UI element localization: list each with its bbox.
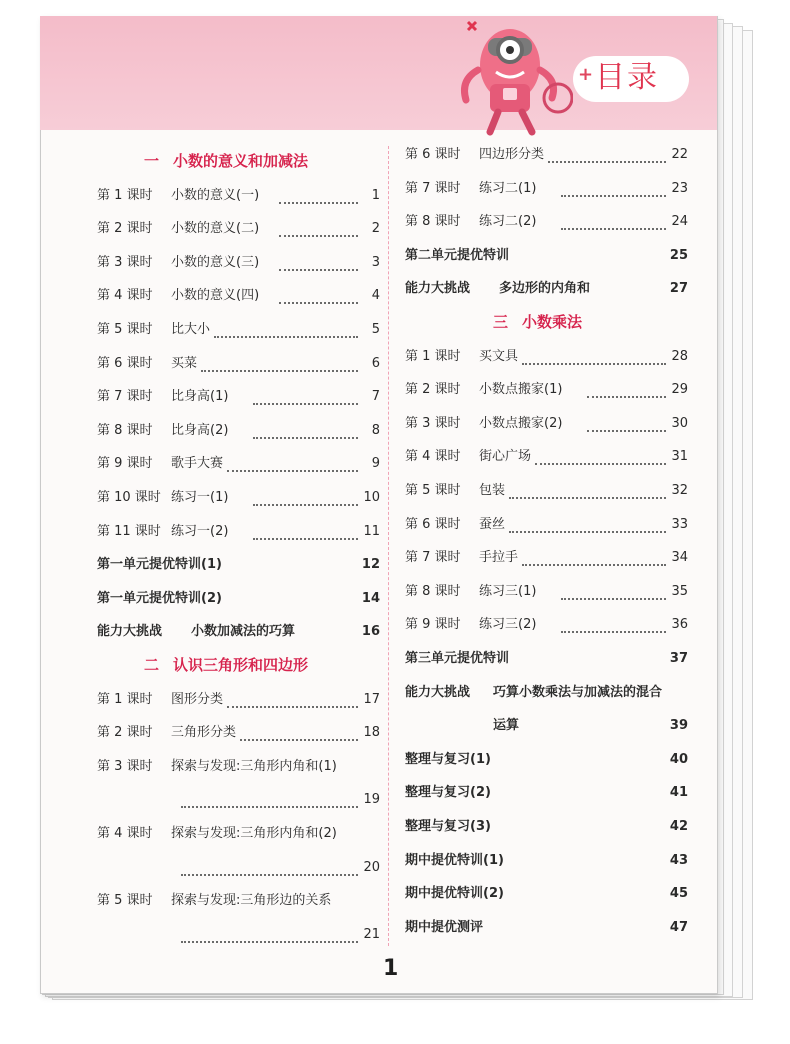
dot-leader — [279, 278, 358, 304]
entry-label: 第 10 课时 — [97, 490, 161, 505]
entry-page: 34 — [671, 550, 688, 566]
dot-leader — [181, 917, 358, 943]
entry-page: 27 — [669, 281, 688, 297]
toc-entry[interactable] — [97, 284, 380, 308]
entry-page: 40 — [669, 751, 688, 767]
toc-entry[interactable] — [405, 244, 688, 268]
entry-page: 1 — [371, 187, 380, 203]
entry-title: 买菜 — [171, 355, 198, 371]
page-number: 1 — [383, 956, 399, 981]
toc-entry[interactable] — [97, 587, 380, 611]
entry-label: 第 1 课时 — [97, 187, 153, 203]
unit-title: 小数乘法 — [522, 313, 583, 331]
entry-title: 买文具 — [479, 348, 519, 364]
unit-heading — [493, 309, 582, 335]
entry-title: 比大小 — [171, 322, 211, 337]
dot-leader — [522, 540, 666, 566]
entry-page: 11 — [363, 523, 380, 539]
entry-page: 12 — [361, 557, 380, 573]
entry-page: 6 — [371, 355, 380, 371]
dot-leader — [279, 211, 358, 237]
dot-leader — [509, 507, 666, 533]
toc-entry[interactable] — [97, 755, 380, 779]
entry-page: 18 — [363, 725, 380, 741]
entry-page: 21 — [363, 926, 380, 942]
toc-entry[interactable] — [405, 277, 688, 301]
toc-entry[interactable] — [405, 916, 688, 940]
entry-page: 42 — [669, 819, 688, 834]
entry-page: 8 — [371, 422, 380, 438]
unit-number: 三 — [493, 313, 509, 331]
dot-leader — [535, 439, 666, 465]
entry-title: 三角形分类 — [171, 725, 237, 741]
unit-heading — [144, 148, 308, 174]
dot-leader — [181, 850, 358, 876]
dot-leader — [214, 312, 358, 338]
entry-title: 包装 — [479, 483, 506, 498]
entry-title: 练习二(2) — [479, 214, 537, 230]
title-plus-icon: + — [578, 64, 594, 85]
entry-page: 14 — [361, 590, 380, 606]
toc-entry[interactable] — [97, 520, 380, 544]
entry-label: 期中提优特训(2) — [405, 886, 504, 902]
unit-number: 二 — [144, 656, 160, 674]
entry-page: 32 — [671, 483, 688, 498]
entry-page: 22 — [671, 147, 688, 162]
dot-leader — [279, 245, 358, 271]
dot-leader — [279, 178, 358, 204]
entry-title: 四边形分类 — [479, 147, 545, 162]
entry-title: 蚕丝 — [479, 516, 506, 532]
entry-label: 第 7 课时 — [405, 180, 461, 196]
entry-page: 20 — [363, 859, 380, 875]
entry-title-continued: 运算 — [493, 718, 520, 734]
dot-leader — [561, 607, 666, 633]
entry-page: 7 — [371, 389, 380, 405]
entry-page: 9 — [371, 456, 380, 472]
entry-title: 图形分类 — [171, 691, 224, 707]
entry-label: 第 8 课时 — [405, 214, 461, 230]
toc-entry[interactable] — [97, 419, 380, 443]
toc-entry[interactable] — [405, 143, 688, 167]
toc-entry[interactable] — [97, 486, 380, 510]
toc-entry[interactable] — [97, 452, 380, 476]
entry-label: 第 4 课时 — [405, 449, 461, 465]
entry-label: 第 3 课时 — [405, 415, 461, 431]
entry-title: 小数的意义(三) — [171, 254, 260, 270]
toc-entry[interactable] — [97, 352, 380, 376]
unit-title: 认识三角形和四边形 — [173, 656, 309, 674]
entry-title: 小数的意义(二) — [171, 221, 260, 237]
entry-page: 29 — [671, 382, 688, 398]
entry-page: 10 — [363, 490, 380, 505]
dot-leader — [522, 339, 666, 365]
entry-title: 练习三(2) — [479, 617, 537, 633]
entry-page: 5 — [371, 322, 380, 337]
toc-entry[interactable] — [405, 580, 688, 604]
toc-entry[interactable] — [97, 620, 380, 644]
page-title: 目录 — [595, 60, 659, 95]
entry-title: 小数点搬家(2) — [479, 415, 563, 431]
entry-page: 35 — [671, 583, 688, 599]
entry-title: 探索与发现:三角形内角和(2) — [171, 826, 337, 841]
toc-entry[interactable] — [405, 345, 688, 369]
entry-page: 47 — [669, 919, 688, 935]
entry-title: 小数的意义(四) — [171, 288, 260, 304]
entry-title: 多边形的内角和 — [499, 281, 591, 297]
entry-label: 第 9 课时 — [97, 456, 153, 472]
toc-entry[interactable] — [405, 378, 688, 402]
entry-label: 第 5 课时 — [97, 322, 153, 337]
toc-entry[interactable] — [405, 748, 688, 772]
unit-title: 小数的意义和加减法 — [173, 152, 309, 170]
entry-label: 第 1 课时 — [97, 691, 153, 707]
entry-label: 第 7 课时 — [405, 550, 461, 566]
toc-entry[interactable] — [405, 210, 688, 234]
entry-label: 第 6 课时 — [97, 355, 153, 371]
entry-label: 第 4 课时 — [97, 288, 153, 304]
entry-title: 街心广场 — [479, 449, 532, 465]
toc-entry[interactable] — [97, 385, 380, 409]
entry-title: 练习三(1) — [479, 583, 537, 599]
entry-label: 第 8 课时 — [405, 583, 461, 599]
entry-page: 43 — [669, 852, 688, 868]
entry-title: 小数点搬家(1) — [479, 382, 563, 398]
entry-label: 第三单元提优特训 — [405, 651, 510, 666]
entry-title: 巧算小数乘法与加减法的混合 — [493, 684, 663, 700]
entry-page: 45 — [669, 886, 688, 902]
entry-label: 第 1 课时 — [405, 348, 461, 364]
entry-page: 37 — [669, 651, 688, 666]
entry-label: 第 11 课时 — [97, 523, 161, 539]
toc-entry[interactable] — [405, 513, 688, 537]
entry-page: 2 — [371, 221, 380, 237]
toc-entry-continued[interactable] — [405, 714, 688, 738]
entry-page: 24 — [671, 214, 688, 230]
entry-label: 整理与复习(3) — [405, 819, 491, 834]
entry-page: 41 — [669, 785, 688, 801]
entry-title: 小数的意义(一) — [171, 187, 260, 203]
toc-entry-continued[interactable] — [97, 788, 380, 812]
entry-page: 17 — [363, 691, 380, 707]
entry-label: 第 6 课时 — [405, 147, 461, 162]
dot-leader — [509, 473, 666, 499]
entry-label: 第 8 课时 — [97, 422, 153, 438]
entry-label: 第 3 课时 — [97, 254, 153, 270]
entry-title: 手拉手 — [479, 550, 519, 566]
entry-title: 比身高(2) — [171, 422, 229, 438]
column-divider — [388, 146, 389, 946]
entry-title: 探索与发现:三角形边的关系 — [171, 893, 332, 909]
entry-label: 第 2 课时 — [97, 221, 153, 237]
unit-number: 一 — [144, 152, 160, 170]
entry-label: 第 7 课时 — [97, 389, 153, 405]
entry-title: 比身高(1) — [171, 389, 229, 405]
dot-leader — [587, 406, 666, 432]
entry-label: 第 5 课时 — [97, 893, 153, 909]
entry-page: 30 — [671, 415, 688, 431]
toc-entry[interactable] — [405, 613, 688, 637]
entry-title: 练习一(2) — [171, 523, 229, 539]
dot-leader — [253, 480, 358, 506]
toc-entry[interactable] — [97, 553, 380, 577]
dot-leader — [227, 682, 358, 708]
entry-label: 第 6 课时 — [405, 516, 461, 532]
entry-page: 33 — [671, 516, 688, 532]
entry-label: 第 2 课时 — [405, 382, 461, 398]
dot-leader — [201, 346, 358, 372]
toc-entry[interactable] — [405, 882, 688, 906]
toc-entry[interactable] — [405, 647, 688, 671]
toc-entry[interactable] — [97, 688, 380, 712]
toc-entry[interactable] — [97, 889, 380, 913]
entry-label: 能力大挑战 — [97, 624, 163, 640]
toc-entry[interactable] — [405, 412, 688, 436]
entry-label: 第 5 课时 — [405, 483, 461, 498]
entry-label: 第一单元提优特训(2) — [97, 590, 222, 606]
toc-entry[interactable] — [97, 318, 380, 342]
toc-entry[interactable] — [97, 217, 380, 241]
entry-page: 39 — [669, 718, 688, 734]
entry-title: 歌手大赛 — [171, 456, 224, 472]
dot-leader — [561, 171, 666, 197]
dot-leader — [561, 574, 666, 600]
dot-leader — [548, 137, 666, 163]
toc-entry[interactable] — [405, 815, 688, 839]
dot-leader — [227, 446, 358, 472]
toc-entry[interactable] — [97, 251, 380, 275]
toc-entry[interactable] — [405, 546, 688, 570]
entry-label: 第二单元提优特训 — [405, 247, 510, 263]
entry-page: 28 — [671, 348, 688, 364]
toc-entry[interactable] — [405, 479, 688, 503]
entry-label: 能力大挑战 — [405, 684, 471, 700]
dot-leader — [561, 204, 666, 230]
toc-entry[interactable] — [405, 681, 688, 705]
entry-label: 第 9 课时 — [405, 617, 461, 633]
dot-leader — [587, 372, 666, 398]
entry-page: 23 — [671, 180, 688, 196]
entry-title: 小数加减法的巧算 — [191, 624, 296, 640]
entry-page: 31 — [671, 449, 688, 465]
entry-label: 整理与复习(1) — [405, 751, 491, 767]
toc-entry[interactable] — [97, 184, 380, 208]
toc-entry[interactable] — [97, 721, 380, 745]
toc-entry[interactable] — [405, 445, 688, 469]
entry-page: 25 — [669, 247, 688, 263]
entry-label: 第 2 课时 — [97, 725, 153, 741]
toc-entry-continued[interactable] — [97, 923, 380, 947]
toc-entry[interactable] — [405, 177, 688, 201]
entry-title: 探索与发现:三角形内角和(1) — [171, 758, 337, 774]
entry-label: 整理与复习(2) — [405, 785, 491, 801]
toc-entry[interactable] — [97, 822, 380, 846]
entry-page: 3 — [371, 254, 380, 270]
dot-leader — [253, 413, 358, 439]
entry-label: 第一单元提优特训(1) — [97, 557, 222, 573]
entry-label: 期中提优测评 — [405, 919, 484, 935]
minion-mascot-icon — [448, 20, 573, 138]
entry-page: 16 — [361, 624, 380, 640]
entry-page: 19 — [363, 792, 380, 808]
dot-leader — [253, 514, 358, 540]
entry-label: 能力大挑战 — [405, 281, 471, 297]
toc-entry-continued[interactable] — [97, 856, 380, 880]
dot-leader — [240, 715, 358, 741]
entry-label: 第 3 课时 — [97, 758, 153, 774]
entry-title: 练习二(1) — [479, 180, 537, 196]
entry-label: 期中提优特训(1) — [405, 852, 504, 868]
entry-label: 第 4 课时 — [97, 826, 153, 841]
entry-title: 练习一(1) — [171, 490, 229, 505]
dot-leader — [253, 379, 358, 405]
unit-heading — [144, 652, 308, 678]
toc-entry[interactable] — [405, 781, 688, 805]
dot-leader — [181, 782, 358, 808]
entry-page: 36 — [671, 617, 688, 633]
toc-entry[interactable] — [405, 849, 688, 873]
entry-page: 4 — [371, 288, 380, 304]
